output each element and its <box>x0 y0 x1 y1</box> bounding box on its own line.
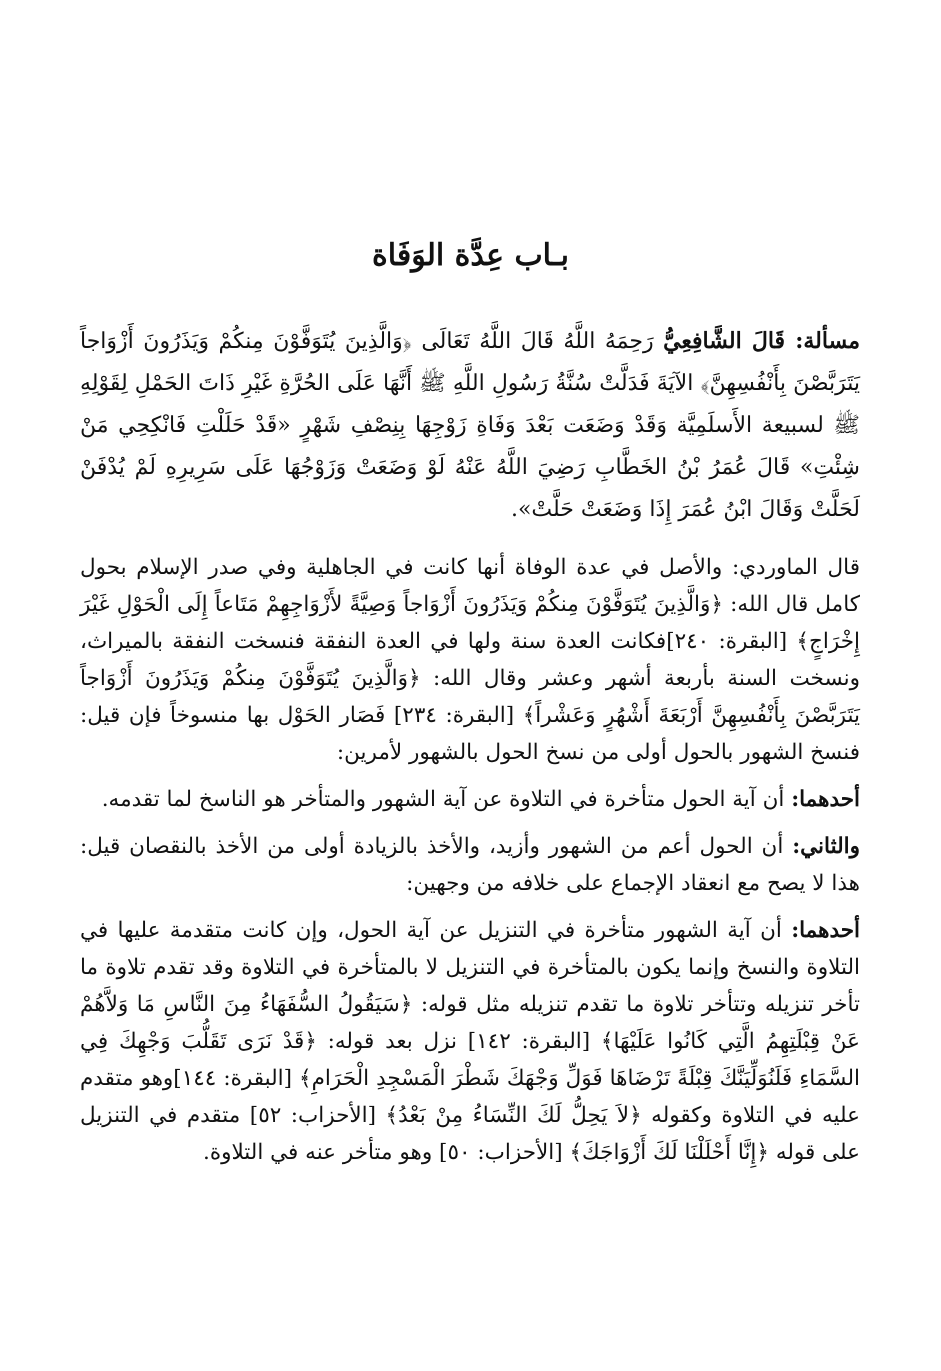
paragraph-lead: والثاني: <box>792 834 860 859</box>
paragraph-lead: أحدهما: <box>791 918 860 943</box>
paragraph-text: أن آية الحول متأخرة في التلاوة عن آية الشهور والمتأخر هو الناسخ لما تقدمه. <box>101 787 792 812</box>
paragraph-first-reason <box>80 781 860 818</box>
masala-paragraph <box>80 320 860 531</box>
masala-text: رَحِمَهُ اللَّهُ قَالَ اللَّهُ تَعَالَى ﴿وَالَّذِينَ يُتَوَفَّوْنَ مِنكُمْ وَيَذَرُونَ أَزْوَاجاً يَتَرَبَّصْنَ بِأَنْفُسِهِنَّ﴾ الآيَةَ فَدَلَّتْ سُنَّةُ رَسُولِ اللَّهِ ﷺ أَنَّهَا عَلَى الحُرَّةِ غَيْرِ ذَاتَ الحَمْلِ لِقَوْلِهِ ﷺ لسبيعة الأَسلَمِيَّة وَقَدْ وَضَعَت بَعْدَ وَفَاةِ زَوْجِهَا بِنِصْفِ شَهْرٍ «قَدْ حَلَلْتِ فَانْكِحِي مَنْ شِئْتِ» قَالَ عُمَرُ بْنُ الخَطَّابِ رَضِيَ اللَّهُ عَنْهُ لَوْ وَضَعَتْ وَزَوْجُهَا عَلَى سَرِيرِهِ لَمْ يُدْفَنْ لَحَلَّتْ وَقَالَ ابْنُ عُمَرَ إِذَا وَضَعَتْ حَلَّتْ». <box>80 329 861 522</box>
paragraph-mawardi <box>80 549 860 771</box>
paragraph-second-reason <box>80 828 860 902</box>
paragraph-first-response <box>80 912 860 1171</box>
page-content <box>80 320 860 1181</box>
paragraph-text: أن آية الشهور متأخرة في التنزيل عن آية الحول، وإن كانت متقدمة عليها في التلاوة والنسخ وإنما يكون بالمتأخرة في التنزيل لا بالمتأخرة في التلاوة وقد تقدم تلاوة ما تأخر تنزيله وتتأخر تلاوة ما تقدم تنزيله مثل قوله: ﴿سَيَقُولُ السُّفَهَاءُ مِنَ النَّاسِ مَا وَلاَّهُمْ عَنْ قِبْلَتِهِمُ الَّتِي كَانُوا عَلَيْهَا﴾ [البقرة: ١٤٢] نزل بعد قوله: ﴿قَدْ نَرَى تَقَلُّبَ وَجْهِكَ فِي السَّمَاءِ فَلَنُوَلِّيَنَّكَ قِبْلَةً تَرْضَاهَا فَوَلِّ وَجْهَكَ شَطْرَ الْمَسْجِدِ الْحَرَامِ﴾ [البقرة: ١٤٤]وهو متقدم عليه في التلاوة وكقوله ﴿لاَ يَحِلُّ لَكَ النِّسَاءُ مِنْ بَعْدُ﴾ [الأحزاب: ٥٢] متقدم في التنزيل على قوله ﴿إِنَّا أَحْلَلْنَا لَكَ أَزْوَاجَكَ﴾ [الأحزاب: ٥٠] وهو متأخر عنه في التلاوة. <box>80 918 861 1165</box>
paragraph-lead: أحدهما: <box>791 787 860 812</box>
paragraph-text: قال الماوردي: والأصل في عدة الوفاة أنها كانت في الجاهلية وفي صدر الإسلام بحول كامل قال الله: ﴿وَالَّذِينَ يُتَوَفَّوْنَ مِنكُمْ وَيَذَرُونَ أَزْوَاجاً وَصِيَّةً لأَزْوَاجِهِمْ مَتَاعاً إِلَى الْحَوْلِ غَيْرَ إِخْرَاجٍ﴾ [البقرة: ٢٤٠]فكانت العدة سنة ولها في العدة النفقة فنسخت النفقة بالميراث، ونسخت السنة بأربعة أشهر وعشر وقال الله: ﴿وَالَّذِينَ يُتَوَفَّوْنَ مِنكُمْ وَيَذَرُونَ أَزْوَاجاً يَتَرَبَّصْنَ بِأَنْفُسِهِنَّ أَرْبَعَةَ أَشْهُرٍ وَعَشْراً﴾ [البقرة: ٢٣٤] فَصَار الحَوْل بها منسوخاً فإن قيل: فنسخ الشهور بالحول أولى من نسخ الحول بالشهور لأمرين: <box>80 555 860 765</box>
paragraph-text: أن الحول أعم من الشهور وأزيد، والأخذ بالزيادة أولى من الأخذ بالنقصان قيل: هذا لا يصح مع انعقاد الإجماع على خلافه من وجهين: <box>80 834 860 896</box>
chapter-title: بـاب عِدَّة الوَفَاة <box>372 238 569 273</box>
masala-lead: مسألة: قَالَ الشَّافِعِيُّ <box>663 328 860 354</box>
